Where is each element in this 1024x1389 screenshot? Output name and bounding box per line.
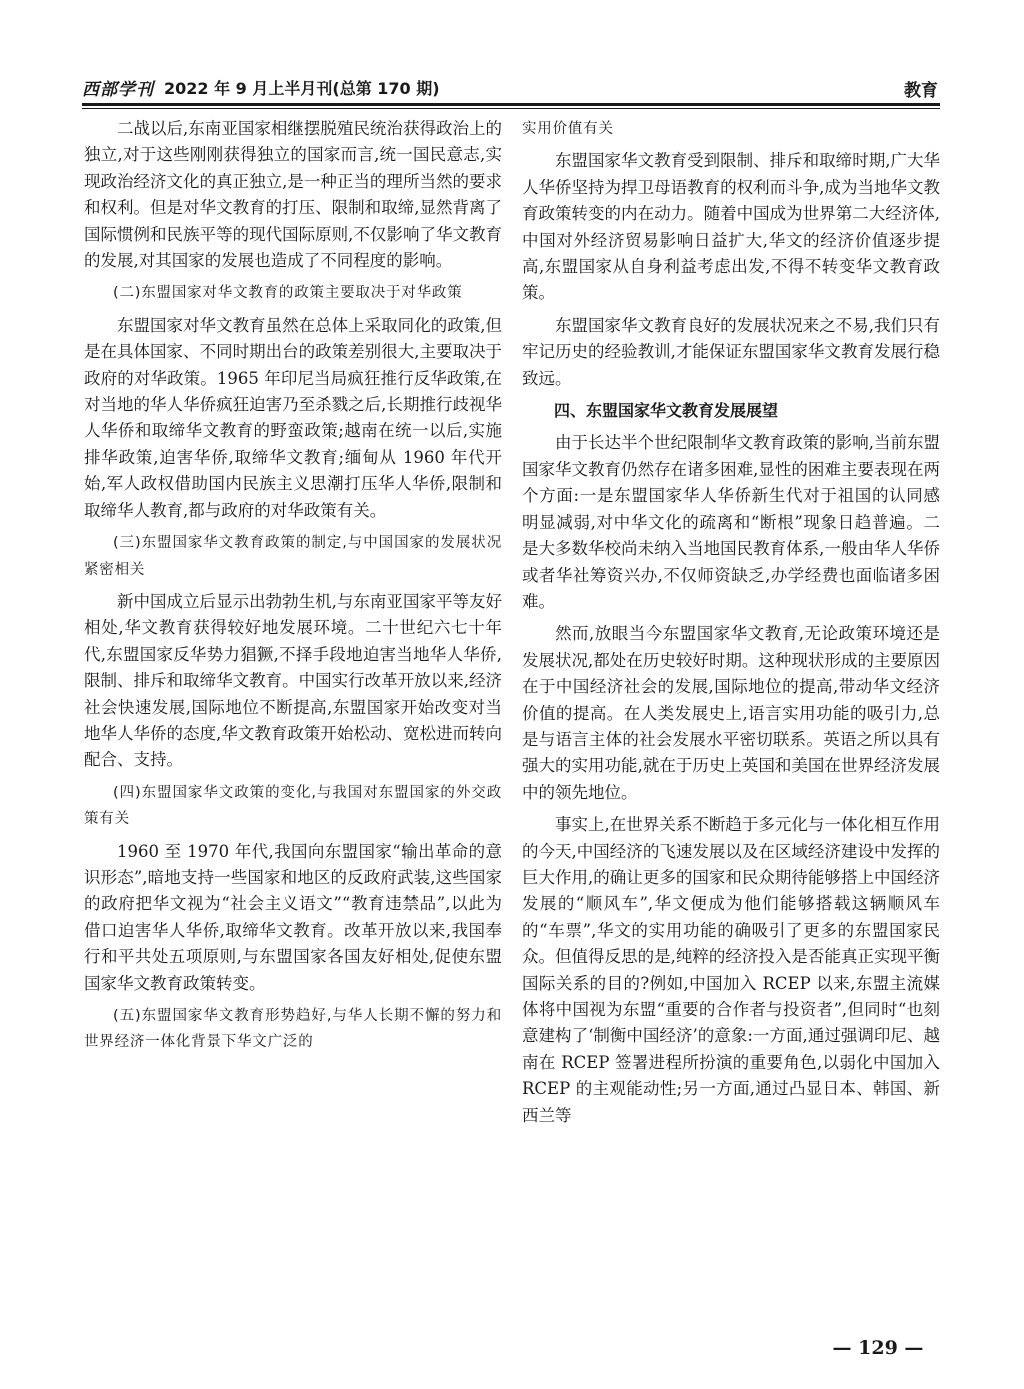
header-rule-thick [82, 103, 940, 106]
paragraph: 东盟国家华文教育良好的发展状况来之不易,我们只有牢记历史的经验教训,才能保证东盟国家华文教育发展行稳致远。 [522, 315, 940, 388]
header-rule-thin [82, 108, 940, 109]
page-number: — 129 — [832, 1337, 924, 1359]
paragraph: 然而,放眼当今东盟国家华文教育,无论政策环境还是发展状况,都处在历史较好时期。这种现状形成的主要原因在于中国经济社会的发展,国际地位的提高,带动华文经济价值的提高。在人类发展史上,语言实用功能的吸引力,总是与语言主体的社会发展水平密切联系。英语之所以具有强大的实用功能,就在于历史上英国和美国在世界经济发展中的领先地位。 [522, 624, 940, 802]
subheading: (四)东盟国家华文政策的变化,与我国对东盟国家的外交政策有关 [84, 784, 502, 828]
journal-logo: 西部学刊 [82, 80, 154, 100]
paragraph: 东盟国家对华文教育虽然在总体上采取同化的政策,但是在具体国家、不同时期出台的政策差别很大,主要取决于政府的对华政策。1965 年印尼当局疯狂推行反华政策,在对当地的华人华侨疯狂迫害乃至杀戮之后,长期推行歧视华人华侨和取缔华文教育的野蛮政策;越南在统一以后,实施排华政策,迫害华侨,取缔华文教育;缅甸从 1960 年代开始,军人政权借助国内民族主义思潮打压华人华侨,限制和取缔华人教育,都与政府的对华政策有关。 [84, 315, 502, 520]
paragraph: 由于长达半个世纪限制华文教育政策的影响,当前东盟国家华文教育仍然存在诸多困难,显性的困难主要表现在两个方面:一是东盟国家华人华侨新生代对于祖国的认同感明显减弱,对中华文化的疏离和“断根”现象日趋普遍。二是大多数华校尚未纳入当地国民教育体系,一般由华人华侨或者华社筹资兴办,不仅师资缺乏,办学经费也面临诸多困难。 [522, 433, 940, 611]
paragraph: 东盟国家华文教育受到限制、排斥和取缔时期,广大华人华侨坚持为捍卫母语教育的权利而斗争,成为当地华文教育政策转变的内在动力。随着中国成为世界第二大经济体,中国对外经济贸易影响日益扩大,华文的经济价值逐步提高,东盟国家从自身利益考虑出发,不得不转变华文教育政策。 [522, 151, 940, 303]
paragraph: 1960 至 1970 年代,我国向东盟国家“输出革命的意识形态”,暗地支持一些国家和地区的反政府武装,这些国家的政府把华文视为“社会主义语文”“教育违禁品”,以此为借口迫害华人华侨,取缔华文教育。改革开放以来,我国奉行和平共处五项原则,与东盟国家各国友好相处,促使东盟国家华文教育政策转变。 [84, 841, 502, 993]
issue-info: 2022 年 9 月上半月刊(总第 170 期) [164, 79, 440, 98]
page-header [82, 72, 940, 100]
subheading: (三)东盟国家华文教育政策的制定,与中国国家的发展状况紧密相关 [84, 535, 502, 578]
right-column [522, 116, 940, 1135]
left-column [84, 116, 502, 1062]
section-title: 教育 [904, 81, 938, 101]
paragraph: 事实上,在世界关系不断趋于多元化与一体化相互作用的今天,中国经济的飞速发展以及在区域经济建设中发挥的巨大作用,的确让更多的国家和民众期待能够搭上中国经济发展的“顺风车”,华文便成为他们能够搭载这辆顺风车的“车票”,华文的实用功能的确吸引了更多的东盟国家民众。但值得反思的是,纯粹的经济投入是否能真正实现平衡国际关系的目的?例如,中国加入 RCEP 以来,东盟主流媒体将中国视为东盟“重要的合作者与投资者”,但同时“也刻意建构了‘制衡中国经济’的意象:一方面,通过强调印尼、越南在 RCEP 签署进程所扮演的重要角色,以弱化中国加入 RCEP 的主观能动性;另一方面,通过凸显日本、韩国、新西兰等 [522, 815, 940, 1125]
paragraph: 二战以后,东南亚国家相继摆脱殖民统治获得政治上的独立,对于这些刚刚获得独立的国家而言,统一国民意志,实现政治经济文化的真正独立,是一种正当的理所当然的要求和权利。但是对华文教育的打压、限制和取缔,显然背离了国际惯例和民族平等的现代国际原则,不仅影响了华文教育的发展,对其国家的发展也造成了不同程度的影响。 [84, 119, 502, 271]
subheading-continuation: 实用价值有关 [522, 121, 614, 137]
paragraph: 新中国成立后显示出勃勃生机,与东南亚国家平等友好相处,华文教育获得较好地发展环境。二十世纪六七十年代,东盟国家反华势力猖獗,不择手段地迫害当地华人华侨,限制、排斥和取缔华文教育。中国实行改革开放以来,经济社会快速发展,国际地位不断提高,东盟国家开始改变对当地华人华侨的态度,华文教育政策开始松动、宽松进而转向配合、支持。 [84, 591, 502, 770]
section-heading: 四、东盟国家华文教育发展展望 [554, 401, 779, 421]
subheading: (五)东盟国家华文教育形势趋好,与华人长期不懈的努力和世界经济一体化背景下华文广泛的 [84, 1008, 502, 1051]
subheading: (二)东盟国家对华文教育的政策主要取决于对华政策 [113, 285, 463, 302]
